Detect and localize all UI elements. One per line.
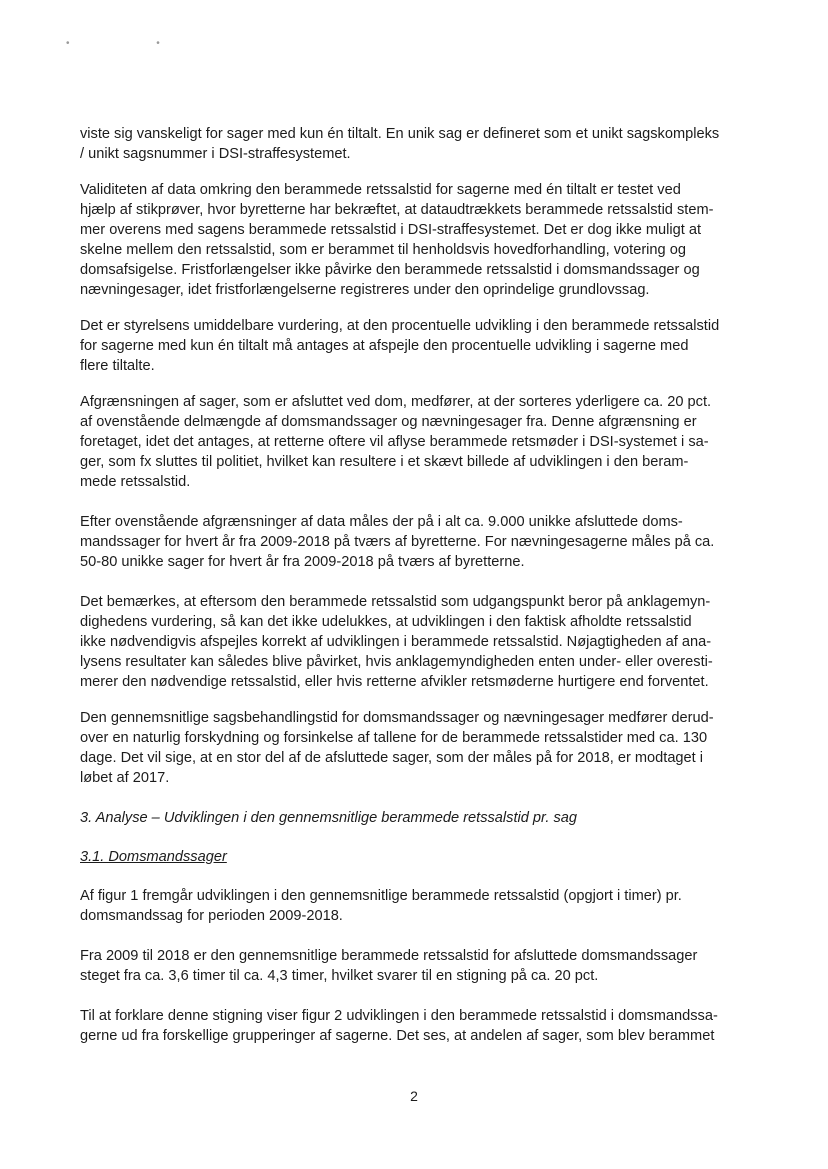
text-line: / unikt sagsnummer i DSI-straffesystemet. [80, 146, 351, 162]
text-line: ikke nødvendigvis afspejles korrekt af udviklingen i berammede retssalstid. Nøjagtigheden af ana- [80, 634, 712, 650]
paragraph-5 [80, 512, 756, 572]
text-line: domsmandssag for perioden 2009-2018. [80, 908, 343, 924]
text-line: mandssager for hvert år fra 2009-2018 på tværs af byretterne. For nævningesagerne måles på ca. [80, 534, 715, 550]
text-line: Afgrænsningen af sager, som er afsluttet ved dom, medfører, at der sorteres yderligere ca. 20 pct. [80, 394, 712, 410]
text-line: mer overens med sagens berammede retssalstid i DSI-straffesystemet. Det er dog ikke muligt at [80, 222, 702, 238]
text-line: ger, som fx sluttes til politiet, hvilket kan resultere i et skævt billede af udviklingen i den beram- [80, 454, 689, 470]
text-line: Til at forklare denne stigning viser figur 2 udviklingen i den berammede retssalstid i domsmandssa- [80, 1008, 718, 1024]
section-heading: 3. Analyse – Udviklingen i den gennemsnitlige berammede retssalstid pr. sag [80, 810, 577, 826]
text-line: dage. Det vil sige, at en stor del af de afsluttede sager, som der måles på for 2018, er modtaget i [80, 750, 704, 766]
text-line: løbet af 2017. [80, 770, 170, 786]
page-number: 2 [410, 1088, 418, 1104]
text-line: flere tiltalte. [80, 358, 155, 374]
text-line: af ovenstående delmængde af domsmandssager og nævningesager fra. Denne afgrænsning er [80, 414, 697, 430]
text-line: mede retssalstid. [80, 474, 191, 490]
section-paragraph-3 [80, 1006, 756, 1046]
section-paragraph-2 [80, 946, 756, 986]
text-line: Validiteten af data omkring den berammede retssalstid for sagerne med én tiltalt er testet ved [80, 182, 681, 198]
section-paragraph-1 [80, 886, 756, 926]
text-line: viste sig vanskeligt for sager med kun én tiltalt. En unik sag er defineret som et unikt sagskompleks [80, 126, 720, 142]
text-line: gerne ud fra forskellige grupperinger af sagerne. Det ses, at andelen af sager, som blev berammet [80, 1028, 715, 1044]
text-line: hjælp af stikprøver, hvor byretterne har bekræftet, at dataudtrækkets berammede retssalstid stem- [80, 202, 714, 218]
text-line: Den gennemsnitlige sagsbehandlingstid for domsmandssager og nævningesager medfører derud- [80, 710, 714, 726]
text-line: Det bemærkes, at eftersom den berammede retssalstid som udgangspunkt beror på anklagemyn- [80, 594, 711, 610]
body-text [80, 120, 756, 1046]
text-line: Af figur 1 fremgår udviklingen i den gennemsnitlige berammede retssalstid (opgjort i timer) pr. [80, 888, 682, 904]
text-line: over en naturlig forskydning og forsinkelse af tallene for de berammede retssalstider med ca. 130 [80, 730, 708, 746]
text-line: for sagerne med kun én tiltalt må antages at afspejle den procentuelle udvikling i sagerne med [80, 338, 689, 354]
text-line: nævningesager, idet fristforlængelserne registreres under den oprindelige grundlovssag. [80, 282, 650, 298]
paragraph-3 [80, 316, 756, 376]
paragraph-1 [80, 124, 756, 164]
text-line: Det er styrelsens umiddelbare vurdering, at den procentuelle udvikling i den berammede retssalstid [80, 318, 720, 334]
text-line: foretaget, idet det antages, at retterne oftere vil aflyse berammede retsmøder i DSI-systemet i sa- [80, 434, 709, 450]
text-line: domsafsigelse. Fristforlængelser ikke påvirke den berammede retssalstid i domsmandssager og [80, 262, 700, 278]
paragraph-7 [80, 708, 756, 788]
text-line: Efter ovenstående afgrænsninger af data måles der på i alt ca. 9.000 unikke afsluttede doms- [80, 514, 683, 530]
scan-marks: • • [66, 38, 202, 49]
text-line: steget fra ca. 3,6 timer til ca. 4,3 timer, hvilket svarer til en stigning på ca. 20 pct. [80, 968, 599, 984]
text-line: Fra 2009 til 2018 er den gennemsnitlige berammede retssalstid for afsluttede domsmandssager [80, 948, 698, 964]
text-line: skelne mellem den retssalstid, som er berammet til henholdsvis hovedforhandling, votering og [80, 242, 686, 258]
paragraph-6 [80, 592, 756, 692]
subsection-heading: 3.1. Domsmandssager [80, 849, 227, 865]
text-line: lysens resultater kan således blive påvirket, hvis anklagemyndigheden enten under- eller overesti- [80, 654, 713, 670]
paragraph-4 [80, 392, 756, 492]
text-line: dighedens vurdering, så kan det ikke udelukkes, at udviklingen i den faktisk afholdte retssalstid [80, 614, 692, 630]
text-line: merer den nødvendige retssalstid, eller hvis retterne afvikler retsmøderne hurtigere end forventet. [80, 674, 709, 690]
text-line: 50-80 unikke sager for hvert år fra 2009-2018 på tværs af byretterne. [80, 554, 525, 570]
paragraph-2 [80, 180, 756, 300]
